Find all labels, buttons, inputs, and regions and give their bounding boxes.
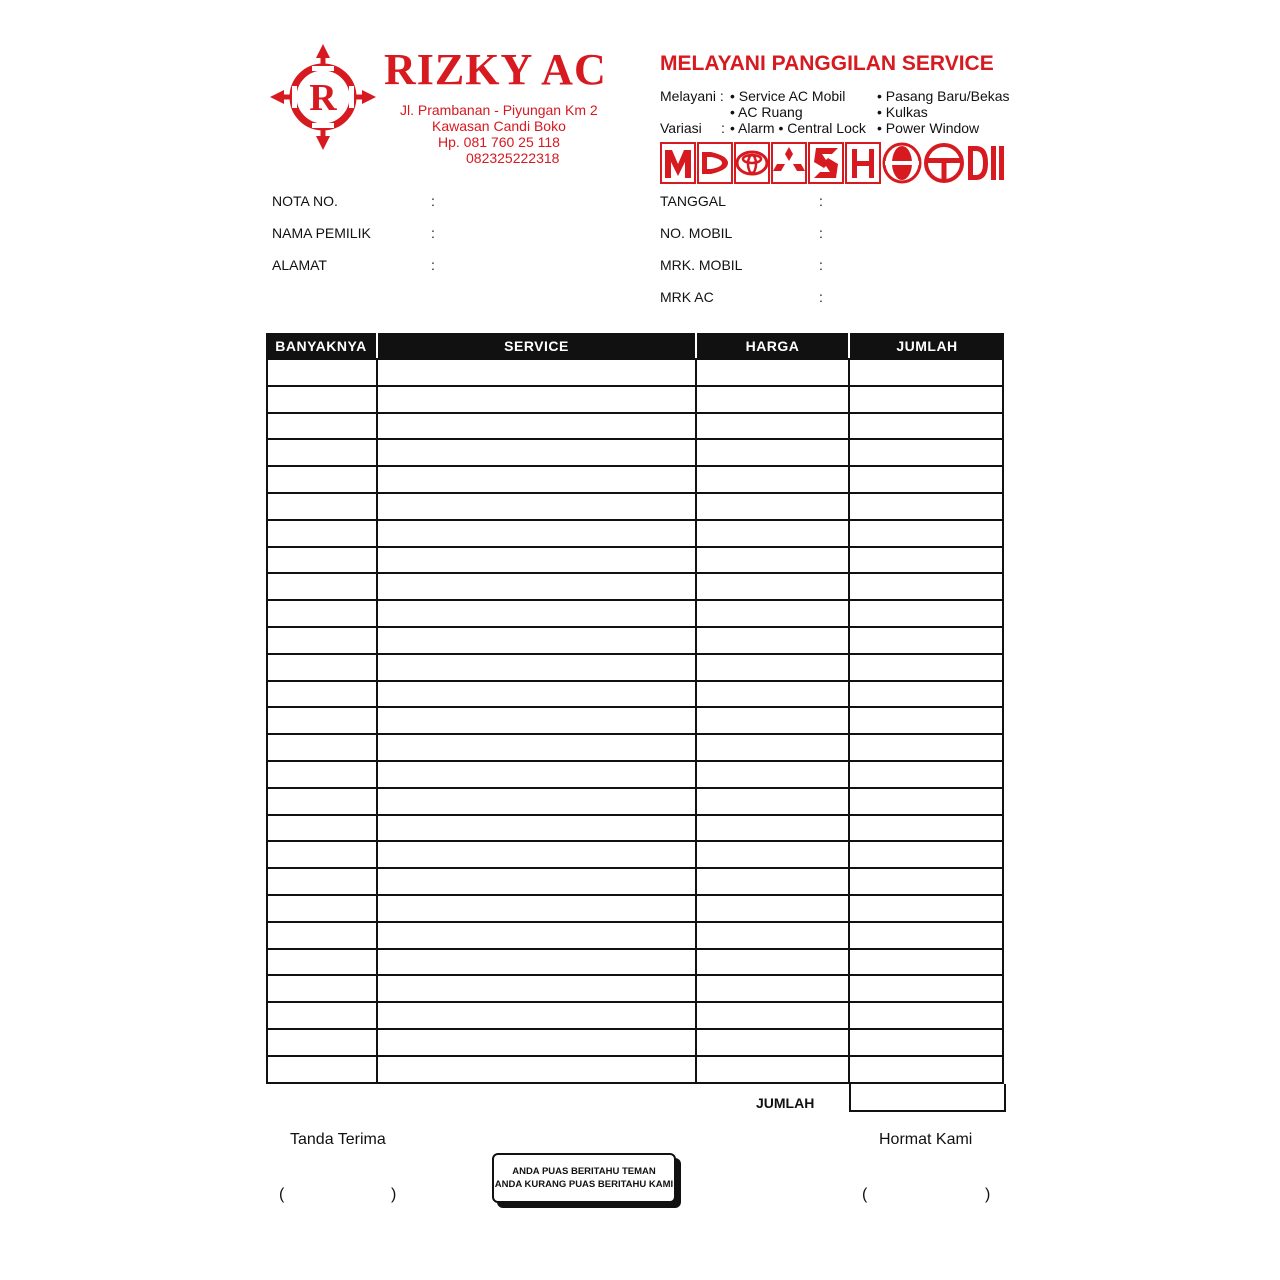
slogan-box xyxy=(492,1153,676,1203)
table-row xyxy=(266,573,1004,600)
slogan-line-1: ANDA PUAS BERITAHU TEMAN xyxy=(512,1166,656,1177)
variasi-item: • Alarm • Central Lock xyxy=(730,120,866,136)
field-colon: : xyxy=(819,225,823,241)
table-row xyxy=(266,681,1004,708)
mrk-ac-label: MRK AC xyxy=(660,289,714,305)
daihatsu-icon xyxy=(697,142,733,184)
table-row xyxy=(266,439,1004,466)
table-row xyxy=(266,734,1004,761)
melayani-item: • AC Ruang xyxy=(730,104,803,120)
field-colon: : xyxy=(819,257,823,273)
mitsubishi-icon xyxy=(771,142,807,184)
phone-2: 082325222318 xyxy=(466,150,560,166)
nota-no-label: NOTA NO. xyxy=(272,193,338,209)
column-header-banyaknya: BANYAKNYA xyxy=(266,333,376,359)
table-row xyxy=(266,1002,1004,1029)
table-row xyxy=(266,868,1004,895)
melayani-item: • Service AC Mobil xyxy=(730,88,846,104)
table-row xyxy=(266,386,1004,413)
total-amount-box xyxy=(849,1084,1006,1112)
svg-text:R: R xyxy=(309,77,337,119)
melayani-label: Melayani : xyxy=(660,88,724,104)
honda-icon xyxy=(845,142,881,184)
slogan-line-2: ANDA KURANG PUAS BERITAHU KAMI xyxy=(494,1179,674,1190)
table-row xyxy=(266,466,1004,493)
table-row xyxy=(266,493,1004,520)
address-line-1: Jl. Prambanan - Piyungan Km 2 xyxy=(400,102,598,118)
alamat-label: ALAMAT xyxy=(272,257,327,273)
table-row xyxy=(266,895,1004,922)
table-row xyxy=(266,949,1004,976)
variasi-item: • Power Window xyxy=(877,120,980,136)
sender-signature-open: ( xyxy=(862,1186,868,1203)
sender-label: Hormat Kami xyxy=(879,1131,973,1148)
mrk-mobil-label: MRK. MOBIL xyxy=(660,257,743,273)
table-row xyxy=(266,841,1004,868)
address-line-2: Kawasan Candi Boko xyxy=(432,118,566,134)
phone-1: Hp. 081 760 25 118 xyxy=(438,134,560,150)
table-row xyxy=(266,788,1004,815)
column-header-jumlah: JUMLAH xyxy=(850,333,1004,359)
melayani-item: • Pasang Baru/Bekas xyxy=(877,88,1010,104)
table-row xyxy=(266,1029,1004,1056)
mitsubishi-fuso-icon xyxy=(660,142,696,184)
variasi-label: Variasi xyxy=(660,120,702,136)
field-colon: : xyxy=(431,257,435,273)
column-header-harga: HARGA xyxy=(697,333,848,359)
field-colon: : xyxy=(431,193,435,209)
table-row xyxy=(266,600,1004,627)
toyota-icon xyxy=(734,142,770,184)
opel-icon xyxy=(882,142,922,184)
timor-icon xyxy=(923,142,965,184)
table-row xyxy=(266,547,1004,574)
table-row xyxy=(266,520,1004,547)
melayani-item: • Kulkas xyxy=(877,104,928,120)
table-row xyxy=(266,975,1004,1002)
table-row xyxy=(266,761,1004,788)
table-row xyxy=(266,627,1004,654)
table-row xyxy=(266,815,1004,842)
sender-signature-close: ) xyxy=(985,1186,991,1203)
field-colon: : xyxy=(819,193,823,209)
service-headline: MELAYANI PANGGILAN SERVICE xyxy=(660,52,994,75)
field-colon: : xyxy=(819,289,823,305)
table-row xyxy=(266,707,1004,734)
table-row xyxy=(266,654,1004,681)
table-row xyxy=(266,1056,1004,1083)
table-row xyxy=(266,413,1004,440)
table-row xyxy=(266,359,1004,386)
company-logo-icon xyxy=(268,42,378,152)
tanggal-label: TANGGAL xyxy=(660,193,726,209)
variasi-colon: : xyxy=(721,120,725,136)
total-label: JUMLAH xyxy=(756,1095,815,1111)
receiver-signature-close: ) xyxy=(391,1186,397,1203)
table-row xyxy=(266,922,1004,949)
no-mobil-label: NO. MOBIL xyxy=(660,225,733,241)
daewoo-icon xyxy=(966,142,1006,184)
column-header-service: SERVICE xyxy=(378,333,695,359)
nama-pemilik-label: NAMA PEMILIK xyxy=(272,225,371,241)
receiver-label: Tanda Terima xyxy=(290,1131,386,1148)
field-colon: : xyxy=(431,225,435,241)
company-name: RIZKY AC xyxy=(384,45,607,94)
receiver-signature-open: ( xyxy=(279,1186,285,1203)
suzuki-icon xyxy=(808,142,844,184)
